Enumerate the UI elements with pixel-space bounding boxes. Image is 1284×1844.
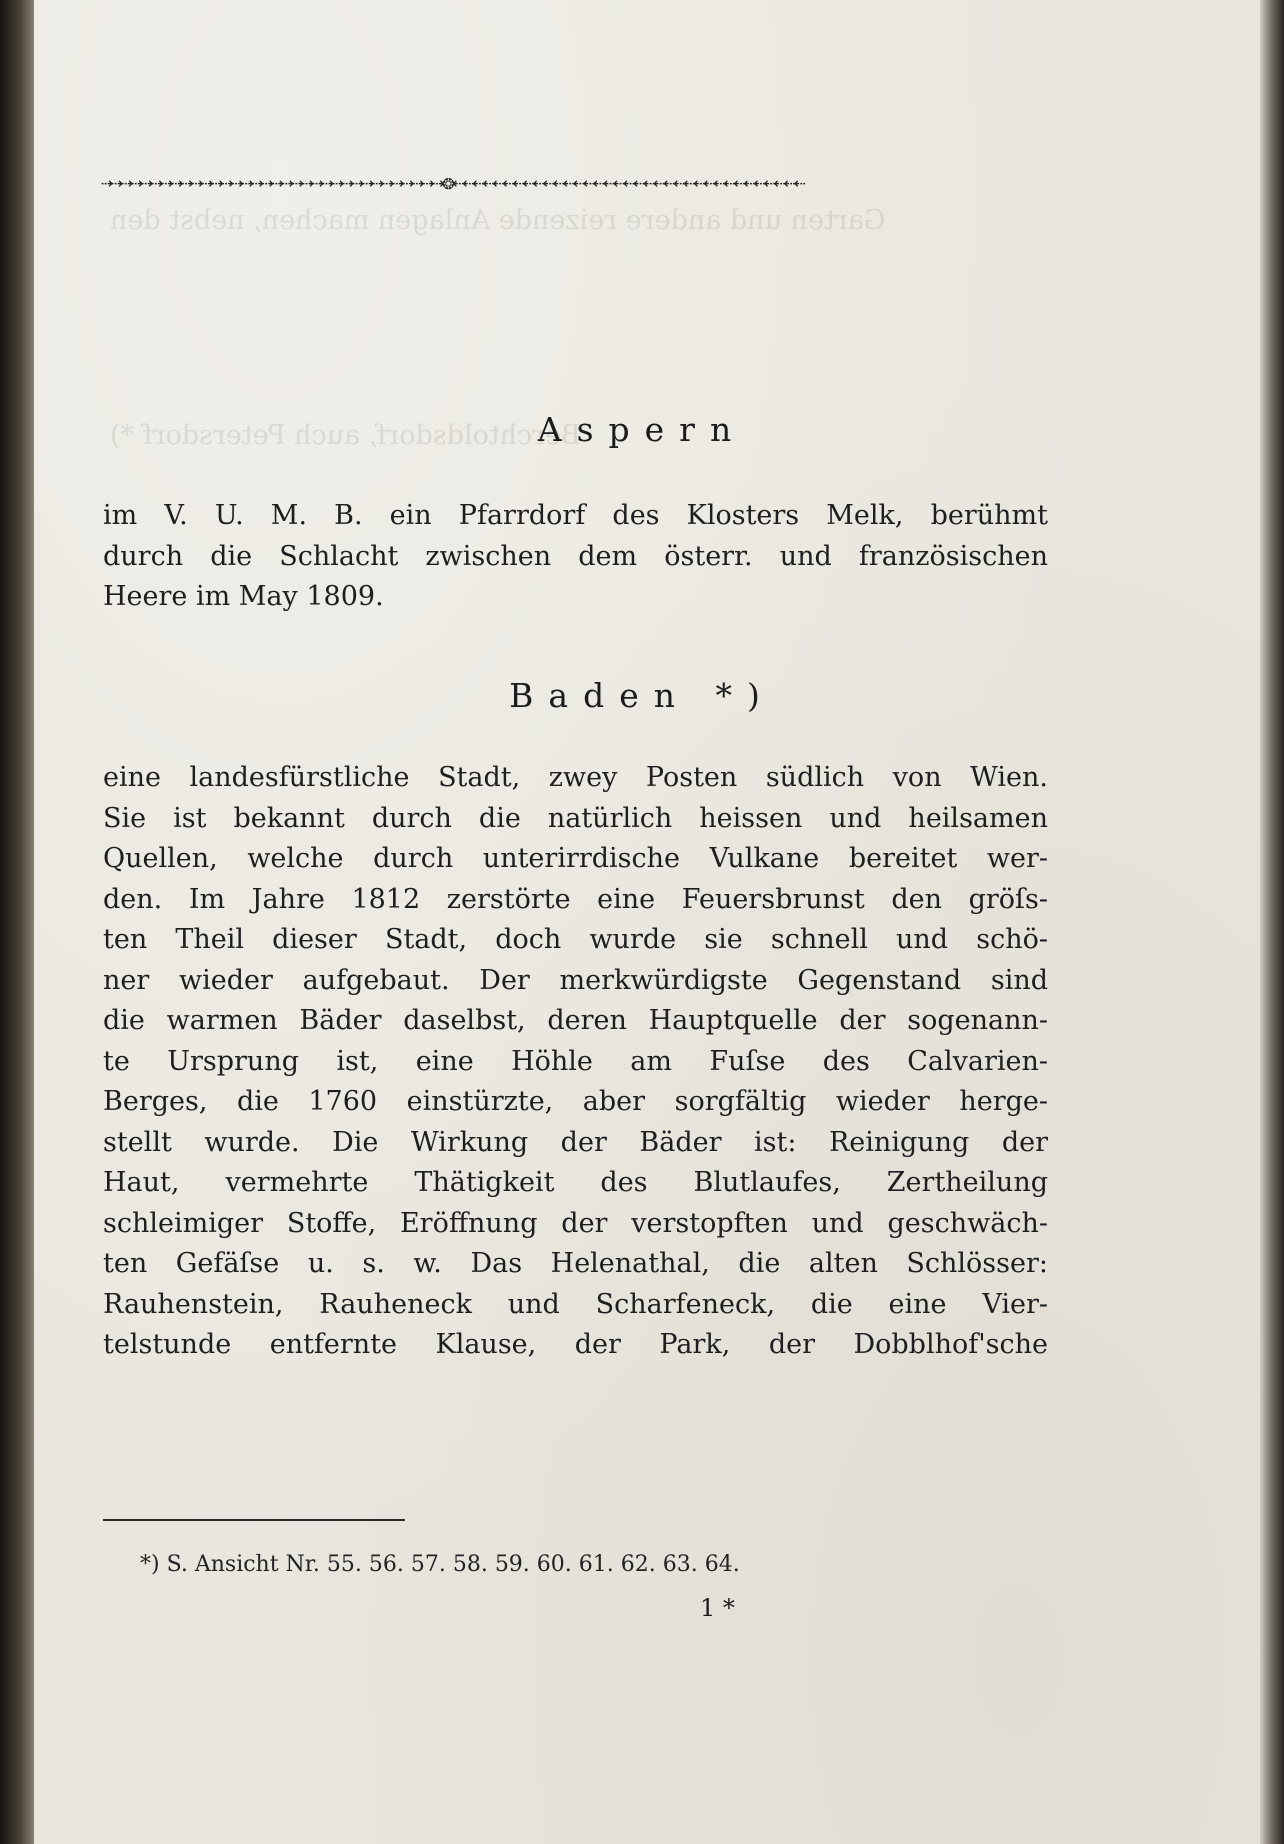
text-line: ner wieder aufgebaut. Der merkwürdigste Gegenstand sind <box>103 964 1048 996</box>
text-line: durch die Schlacht zwischen dem österr. und französischen <box>103 540 1048 572</box>
decorative-ornament-rule: ⇢⇢⇢⇢⇢⇢⇢⇢⇢⇢⇢⇢⇢⇢⇢⇢⇢⇢⇢⇢⇢⇢⇢⇢⇢⇢⇢⇢⇢⇢⇢⇢⇢⇢❂⇠⇠⇠⇠⇠⇠⇠⇠⇠⇠⇠⇠⇠⇠⇠⇠⇠⇠⇠⇠⇠⇠⇠⇠⇠⇠⇠⇠⇠⇠⇠⇠⇠⇠⇠ <box>101 170 804 194</box>
text-line: Berges, die 1760 einstürzte, aber sorgfältig wieder herge- <box>103 1086 1048 1117</box>
bleed-through-text: Berchtoldsdorf, auch Petersdorf *) <box>110 420 581 451</box>
text-line: Heere im May 1809. <box>103 581 384 612</box>
text-line: telstunde entfernte Klause, der Park, der Dobblhof'sche <box>103 1329 1048 1360</box>
book-gutter-shadow <box>0 0 34 1844</box>
paragraph-baden <box>103 758 1048 1366</box>
section-heading-aspern: Aspern <box>537 410 747 449</box>
text-line: den. Im Jahre 1812 zerstörte eine Feuersbrunst den gröſs- <box>103 883 1048 915</box>
text-line: Quellen, welche durch unterirrdische Vulkane bereitet wer- <box>103 843 1048 874</box>
text-line: stellt wurde. Die Wirkung der Bäder ist: Reinigung der <box>103 1126 1048 1158</box>
text-line: die warmen Bäder daselbst, deren Hauptquelle der sogenann- <box>103 1005 1048 1036</box>
text-line: ten Gefäſse u. s. w. Das Helenathal, die alten Schlösser: <box>103 1248 1048 1279</box>
paragraph-aspern <box>103 496 1048 618</box>
page-edge-shadow <box>1260 0 1284 1844</box>
bleed-through-text: Garten und andere reizende Anlagen machen, nebst den <box>110 205 886 236</box>
footnote: *) S. Ansicht Nr. 55. 56. 57. 58. 59. 60. 61. 62. 63. 64. <box>140 1552 740 1577</box>
text-line: ten Theil dieser Stadt, doch wurde sie schnell und schö- <box>103 924 1048 955</box>
section-heading-baden: Baden *) <box>509 676 775 715</box>
text-line: im V. U. M. B. ein Pfarrdorf des Klosters Melk, berühmt <box>103 500 1048 531</box>
text-line: schleimiger Stoffe, Eröffnung der verstopften und geschwäch- <box>103 1207 1048 1239</box>
text-line: eine landesfürstliche Stadt, zwey Posten südlich von Wien. <box>103 762 1048 793</box>
text-line: Haut, vermehrte Thätigkeit des Blutlaufes, Zertheilung <box>103 1167 1048 1198</box>
footnote-divider <box>103 1519 405 1521</box>
signature-mark: 1 * <box>700 1594 735 1622</box>
text-line: Sie ist bekannt durch die natürlich heissen und heilsamen <box>103 802 1048 834</box>
text-line: Rauhenstein, Rauheneck und Scharfeneck, die eine Vier- <box>103 1288 1048 1320</box>
text-line: te Ursprung ist, eine Höhle am Fuſse des Calvarien- <box>103 1045 1048 1077</box>
